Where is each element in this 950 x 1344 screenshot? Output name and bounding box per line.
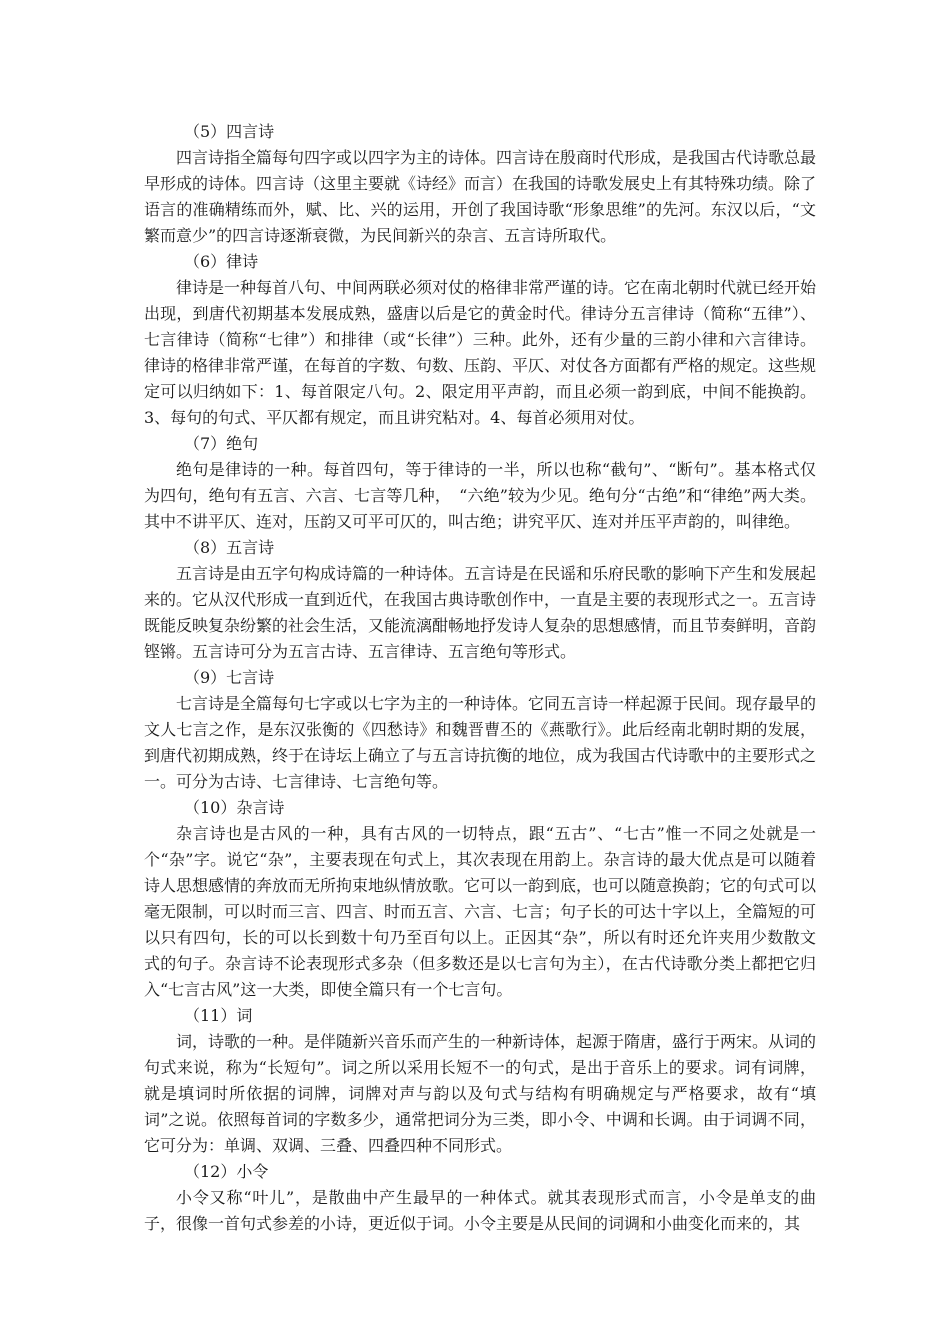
section-text-7: 绝句是律诗的一种。每首四句，等于律诗的一半，所以也称“截句”、“断句”。基本格式仅为四句，绝句有五言、六言、七言等几种， “六绝”较为少见。绝句分“古绝”和“律绝”两大类。其中不讲平仄、连对，压韵又可平可仄的，叫古绝；讲究平仄、连对并压平声韵的，叫律绝。 <box>144 460 816 531</box>
section-heading-5: （5）四言诗 <box>184 122 275 141</box>
section-text-9: 七言诗是全篇每句七字或以七字为主的一种诗体。它同五言诗一样起源于民间。现存最早的文人七言之作，是东汉张衡的《四愁诗》和魏晋曹丕的《燕歌行》。此后经南北朝时期的发展，到唐代初期成熟，终于在诗坛上确立了与五言诗抗衡的地位，成为我国古代诗歌中的主要形式之一。可分为古诗、七言律诗、七言绝句等。 <box>144 694 817 791</box>
document-body <box>144 119 816 1237</box>
section-text-11: 词，诗歌的一种。是伴随新兴音乐而产生的一种新诗体，起源于隋唐，盛行于两宋。从词的句式来说，称为“长短句”。词之所以采用长短不一的句式，是出于音乐上的要求。词有词牌，就是填词时所依据的词牌，词牌对声与韵以及句式与结构有明确规定与严格要求，故有“填词”之说。依照每首词的字数多少，通常把词分为三类，即小令、中调和长调。由于词调不同，它可分为：单调、双调、三叠、四叠四种不同形式。 <box>144 1032 817 1155</box>
section-heading-7: （7）绝句 <box>184 434 259 453</box>
section-text-5: 四言诗指全篇每句四字或以四字为主的诗体。四言诗在殷商时代形成，是我国古代诗歌总最早形成的诗体。四言诗（这里主要就《诗经》而言）在我国的诗歌发展史上有其特殊功绩。除了语言的准确精练而外，赋、比、兴的运用，开创了我国诗歌“形象思维”的先河。东汉以后，“文繁而意少”的四言诗逐渐衰微，为民间新兴的杂言、五言诗所取代。 <box>144 148 817 245</box>
section-text-10: 杂言诗也是古风的一种，具有古风的一切特点，跟“五古”、“七古”惟一不同之处就是一个“杂”字。说它“杂”，主要表现在句式上，其次表现在用韵上。杂言诗的最大优点是可以随着诗人思想感情的奔放而无所拘束地纵情放歌。它可以一韵到底，也可以随意换韵；它的句式可以毫无限制，可以时而三言、四言、时而五言、六言、七言；句子长的可达十字以上，全篇短的可以只有四句，长的可以长到数十句乃至百句以上。正因其“杂”，所以有时还允许夹用少数散文式的句子。杂言诗不论表现形式多杂（但多数还是以七言句为主），在古代诗歌分类上都把它归入“七言古风”这一大类，即使全篇只有一个七言句。 <box>144 824 817 999</box>
section-text-6: 律诗是一种每首八句、中间两联必须对仗的格律非常严谨的诗。它在南北朝时代就已经开始出现，到唐代初期基本发展成熟，盛唐以后是它的黄金时代。律诗分五言律诗（简称“五律”）、七言律诗（简称“七律”）和排律（或“长律”）三种。此外，还有少量的三韵小律和六言律诗。律诗的格律非常严谨，在每首的字数、句数、压韵、平仄、对仗各方面都有严格的规定。这些规定可以归纳如下：1、每首限定八句。2、限定用平声韵，而且必须一韵到底，中间不能换韵。3、每句的句式、平仄都有规定，而且讲究粘对。4、每首必须用对仗。 <box>144 278 817 427</box>
section-heading-12: （12）小令 <box>184 1162 269 1181</box>
section-heading-9: （9）七言诗 <box>184 668 275 687</box>
section-heading-10: （10）杂言诗 <box>184 798 285 817</box>
section-text-8: 五言诗是由五字句构成诗篇的一种诗体。五言诗是在民谣和乐府民歌的影响下产生和发展起来的。它从汉代形成一直到近代，在我国古典诗歌创作中，一直是主要的表现形式之一。五言诗既能反映复杂纷繁的社会生活，又能流漓酣畅地抒发诗人复杂的思想感情，而且节奏鲜明，音韵铿锵。五言诗可分为五言古诗、五言律诗、五言绝句等形式。 <box>144 564 817 661</box>
section-heading-11: （11）词 <box>184 1006 253 1025</box>
section-heading-6: （6）律诗 <box>184 252 259 271</box>
section-text-12: 小令又称“叶儿”，是散曲中产生最早的一种体式。就其表现形式而言，小令是单支的曲子，很像一首句式参差的小诗，更近似于词。小令主要是从民间的词调和小曲变化而来的，其 <box>144 1188 816 1233</box>
section-heading-8: （8）五言诗 <box>184 538 275 557</box>
